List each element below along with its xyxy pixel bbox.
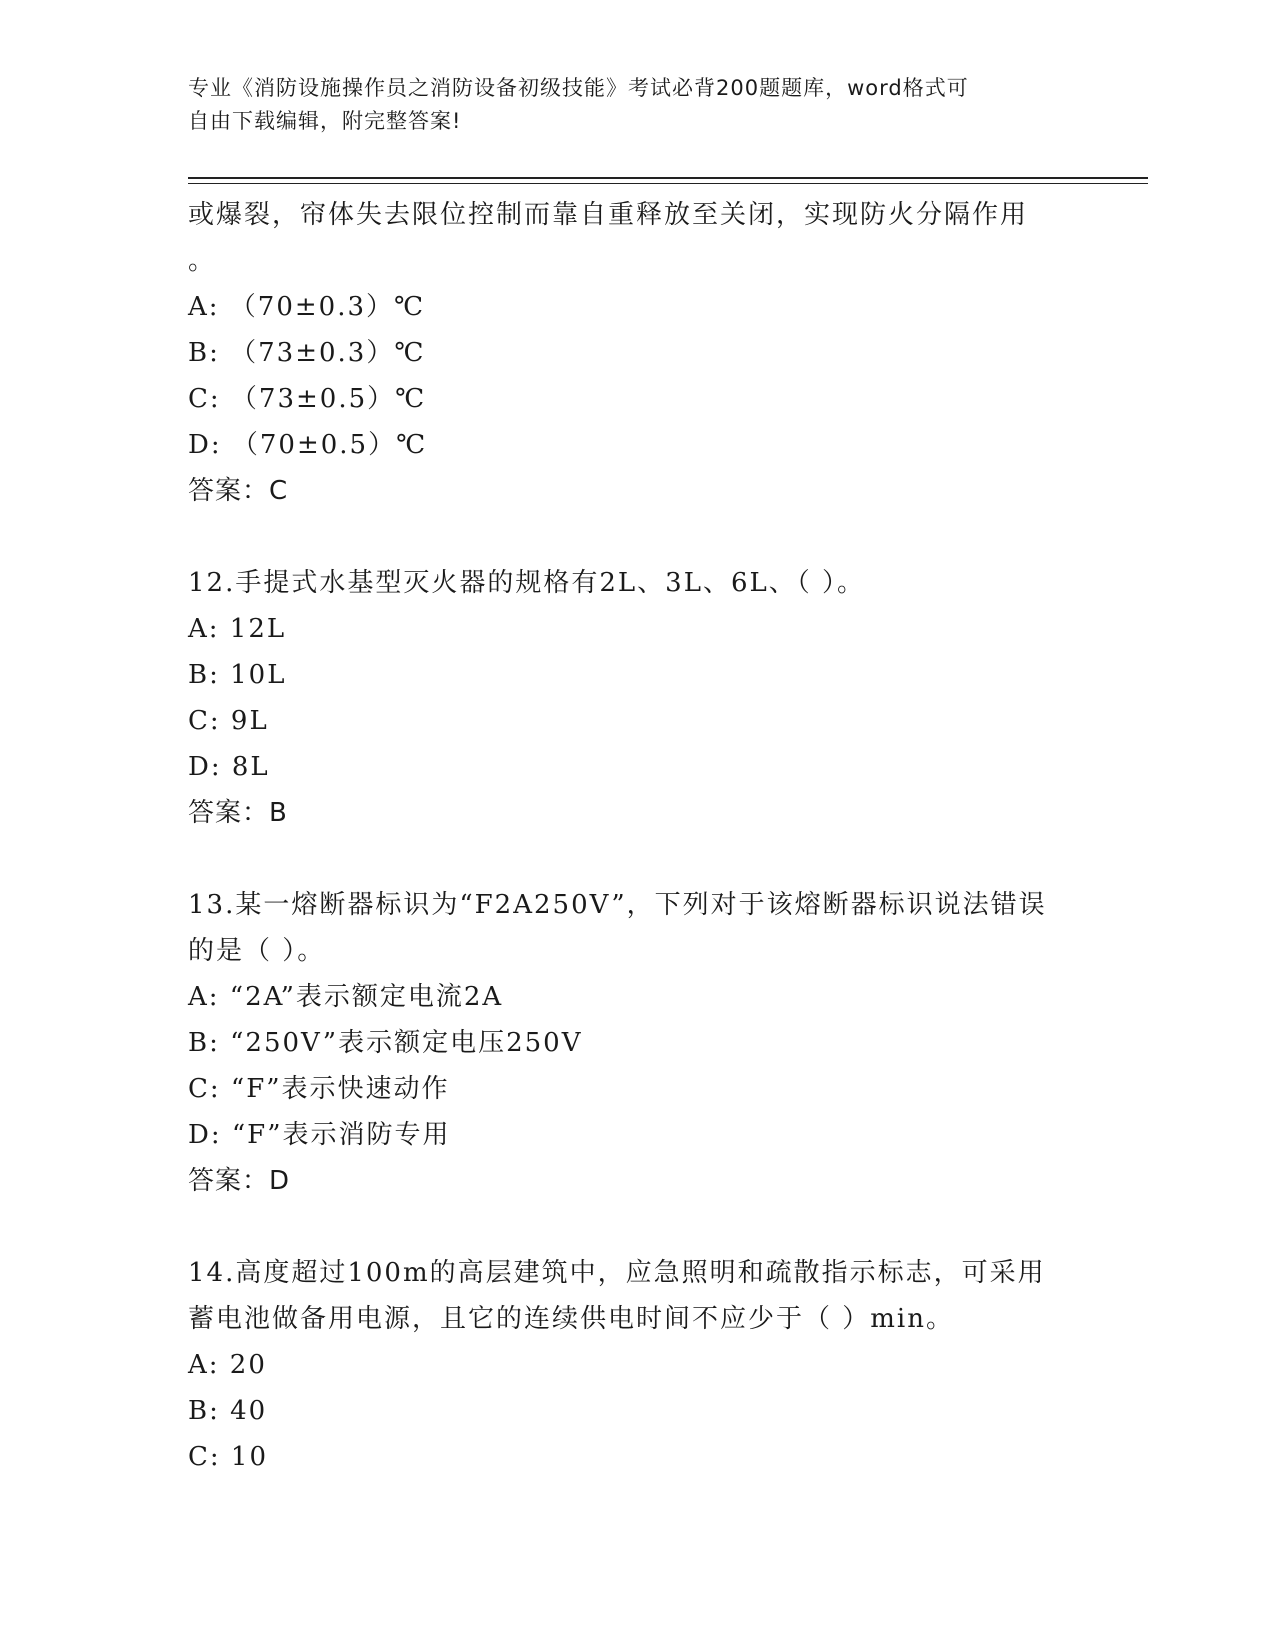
option-c: C: 9L <box>188 706 269 736</box>
question-14 <box>188 1250 1068 1480</box>
question-text-line: 。 <box>188 246 217 276</box>
question-list <box>188 192 1068 1480</box>
question-spacer <box>188 1204 1068 1250</box>
option-a: A: 20 <box>188 1350 267 1380</box>
question-text-line: 的是（ ）。 <box>188 936 326 966</box>
answer: 答案：D <box>188 1166 291 1196</box>
question-text-line: 13.某一熔断器标识为“F2A250V”，下列对于该熔断器标识说法错误 <box>188 890 1047 920</box>
option-d: D: （70±0.5）℃ <box>188 430 428 460</box>
option-a: A: （70±0.3）℃ <box>188 292 426 322</box>
option-c: C: （73±0.5）℃ <box>188 384 427 414</box>
option-d: D: 8L <box>188 752 270 782</box>
header-line-2: 自由下载编辑，附完整答案! <box>188 109 462 133</box>
option-c: C: 10 <box>188 1442 269 1472</box>
question-11 <box>188 192 1068 514</box>
document-header <box>188 72 1068 138</box>
question-spacer <box>188 514 1068 560</box>
question-text-line: 或爆裂，帘体失去限位控制而靠自重释放至关闭，实现防火分隔作用 <box>188 200 1029 230</box>
answer: 答案：B <box>188 798 288 828</box>
option-b: B: （73±0.3）℃ <box>188 338 426 368</box>
question-13 <box>188 882 1068 1204</box>
header-line-1: 专业《消防设施操作员之消防设备初级技能》考试必背200题题库，word格式可 <box>188 76 969 100</box>
answer: 答案：C <box>188 476 289 506</box>
question-text-line: 12.手提式水基型灭火器的规格有2L、3L、6L、（ ）。 <box>188 568 866 598</box>
question-text-line: 14.高度超过100m的高层建筑中，应急照明和疏散指示标志，可采用 <box>188 1258 1046 1288</box>
header-divider-thick <box>188 177 1148 179</box>
question-12 <box>188 560 1068 836</box>
option-d: D: “F”表示消防专用 <box>188 1120 451 1150</box>
option-b: B: “250V”表示额定电压250V <box>188 1028 583 1058</box>
question-text-line: 蓄电池做备用电源，且它的连续供电时间不应少于（ ）min。 <box>188 1304 954 1334</box>
option-a: A: 12L <box>188 614 287 644</box>
question-spacer <box>188 836 1068 882</box>
option-b: B: 10L <box>188 660 287 690</box>
option-c: C: “F”表示快速动作 <box>188 1074 450 1104</box>
option-b: B: 40 <box>188 1396 268 1426</box>
header-divider-thin <box>188 183 1148 184</box>
option-a: A: “2A”表示额定电流2A <box>188 982 504 1012</box>
